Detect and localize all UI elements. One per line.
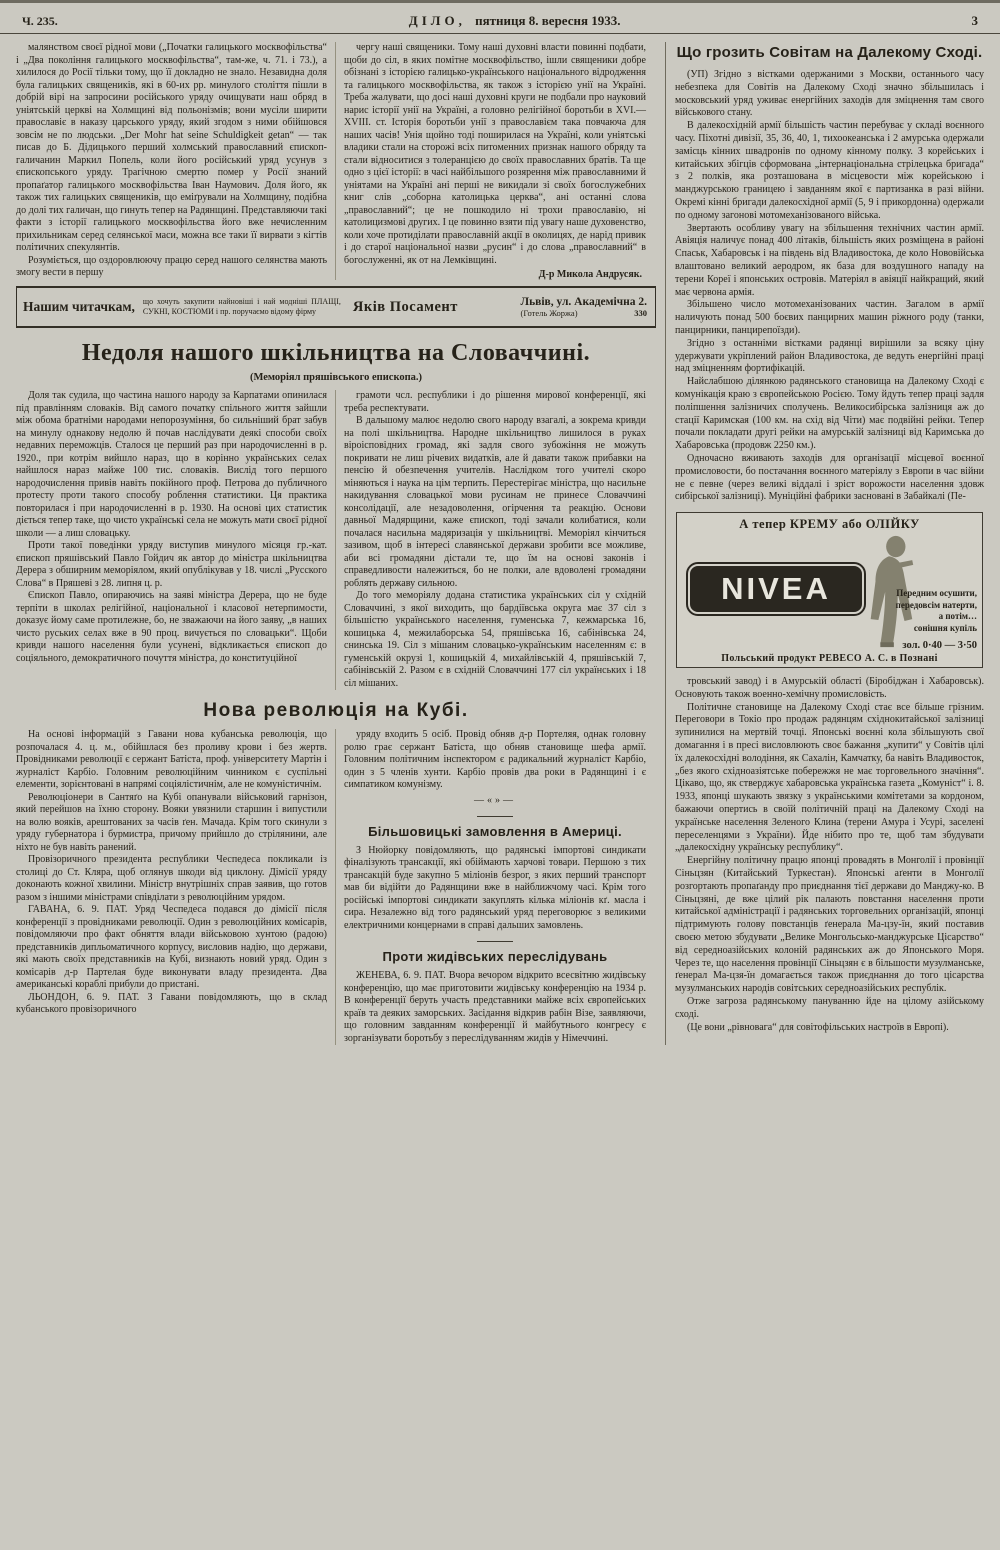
cuba-headline: Нова революція на Кубі.: [203, 700, 469, 721]
nivea-tagline-1: Передним осушити,: [896, 588, 977, 599]
nivea-bottom-line: Польський продукт PEBECO А. С. в Познані: [721, 653, 938, 665]
nivea-tagline-block: [859, 588, 977, 652]
slovakia-article: [16, 330, 656, 690]
fareast-article-part1: (УП) Згідно з вістками одержаними з Москви, останнього часу небезпека для Совітів на Далекому Сході значно збільшилась і московський уряд уживає енергійних заходів для зміцнення там свого військового стану. В далекосхідній армії більшість частин перебуває у складі воєнного часу. Піхотні дивізії, 35, 36, 40, 1, тихоокеанська і 2 амурська одержали замісць кінних швадронів по одному кінному полку. З корейських і китайських збігців сформована „інтернаціональна стрілецька бригада“ з 2 полків, яка розташована в місцевости між корейською і манджурською границею і завданням якої є партизанка в разі війни. Окремі кінні бригади далекосхідної армії (5, 9 і прикордонна) одержали по одному загонові мотомеханізованого війська. Звертають особливу увагу на збільшення технічних частин армії. Авіяція наличує понад 400 літаків, більшість яких розміщена в районі Спаськ, Хабаровськ і на південь від Владивостока, де коло Нововійська влаштовано великий аеродром, як база для воздушного нападу на терени Кореї і японських островів. Матеріял в авіяції найкращий, який має червона армія. Збільшено число мотомеханізованих частин. Загалом в армії наличують понад 500 боєвих панцирних машин ріжного роду (танки, панцирники, панцирепоїзди). Згідно з останніми вістками радянці вирішили за всяку ціну удержувати укріплений район Владивостока, де ведуть енергійні праці над зміцненням фортифікацій. Найслабшою ділянкою радянського становища на Далекому Сході є комунікація краю з європейською Росією. Тому йдуть тепер праці задля поліпшення залізничих сполучень. Великосибірська залізниця аж до стації Каримская (100 км. на схід від Чіти) має подвійні рейки. Тепер почали покладати другі рейки на амурській залізниці від Каримська до Хабаровська (продовж 2250 км.). Одночасно вживають заходів для організації місцевої воєнної промисловости, бо постачання воєнного матеріялу з Европи в час війни не є певне (через великі віддалі і зріст ворожости населення здовж сибірської залізниці). Муніційні фабрики засновані в Забайкалі (Пе-: [675, 69, 984, 503]
slovakia-headline: Недоля нашого шкільництва на Словаччині.: [81, 340, 591, 366]
left-section: [16, 42, 656, 1045]
slovakia-subtitle: (Меморіял пряшівського епископа.): [249, 372, 423, 383]
cuba-article-col2-text: уряду входить 5 осіб. Провід обняв д-р Портеляя, однак головну ролю грає сержант Батіста, що обняв становище шефа армії. Головним політичним інспектором є радикальний журналіст Карбіо, один з 5 членів хунти. Карбіо провів два роки в Радянщині і є симпатиком комунізму.: [344, 729, 646, 790]
america-article: [344, 816, 646, 933]
column-divider: [665, 42, 666, 1045]
slovakia-article-col1: Доля так судила, що частина нашого народу за Карпатами опинилася під правлінням словаків. Від самого початку спільного життя зайшли між обома братніми народами непорозуміння, бо сильніший брат забув на минулу однакову недолю й почав наслідувати деякі способи своїх недавних переможців. Сталося це перший раз при народочисленні в р. 1920., при котрім вийшло нараз, що в корінно українських селах найшлося нараз майже 100 тис. словаків. Вислід того першого народочислення привів навіть покійного проф. Петрова до публичного протесту проти такого способу роблення статистики. Ця практика повторилася і при народочисленні в р. 1930. На основі цих статистик діється тепер таке, що чисто українські села не можуть мати своєї рідної школи — а лиш словацьку. Проти такої поведінки уряду виступив минулого місяця гр.-кат. єпископ пряшівський Павло Гойдич як автор до міністра шкільництва Дерера з обширним меморіялом, який опублікував у 18. числі „Русского Слова“ в Пряшеві з 28. липня ц. р. Єпископ Павло, опираючись на заяві міністра Дерера, що не буде терпіти в школах релігійної, національної і класової нетерпимости, доказує йому саме протилежне, бо, не зважаючи на його заяву, „в наших чисто руських селах вже в 90 проц. вичується по словацьки“. Щоби кривди нашого населення були усунені, відкликається єпископ до соціяльного, демократичного почуття міністра, до конституційної: [16, 390, 327, 664]
nivea-tagline-3: а потім…: [938, 611, 977, 622]
america-article-text: З Нюйорку повідомляють, що радянські імпортові синдикати фіналізують трансакції, які обіймають харчові товари. Першою з тих трансакцій буде закупно 5 міліонів безрог, з яких перший транспорт мав би відійти до Радянщини вже в найближчому часі. Крім того російські імпортові синдикати закуплять кілька міліонів кґ. масла і сира. Незалежно від того радянський уряд переговорює з великими електричними концернами в справі дальших замовлень.: [344, 844, 646, 931]
slovakia-article-columns: [16, 390, 656, 690]
ad-title: Нашим читачкам,: [23, 299, 135, 314]
moskvophile-article-col2-text: чергу наші священики. Тому наші духовні власти повинні подбати, щоби до сіл, в яких помітне москвофільство, ішли священики добре обізнані з історією галицько-українського національного відродження та галицького москвофільства, як також з історією унії на Україні. Треба жалувати, що досі наші духовні круги не подбали про науковий нарис історії унії на Україні, а головно релігійної боротьби в XVI.—XVIII. ст. Історія боротьби унії з православієм така повчаюча для наших часів! Унія щойно тоді поширилася на Україні, коли уніятські владики стали на сторожі всіх питоменних признак нашого обряду та стали відноситися з толеранцією до своїх православних братів. Та ще одно з цієї історії: в часі найбільшого розярення між православними й уніятами на Україні ані перші не викидали зі своїх богослужебних книг слів „соборна католицька церква“, ані останні слова „православний“; це не пошкодило ні трохи православію, ні католицизмові других. І це повинно взяти під увагу наше духовенство, коли хоче протиділати православній акції в околицях, де нарід привик і до старої національної назви „русин“ і до слова „православний“ в богослуженні, як от на Лемківщині.: [344, 42, 646, 266]
nivea-top-line: А тепер КРЕМУ або ОЛІЙКУ: [739, 517, 920, 532]
america-headline: Більшовицькі замовлення в Америці.: [368, 823, 622, 839]
nivea-ad-body: [682, 534, 977, 652]
ad-note: (Готель Жоржа): [520, 308, 578, 318]
moskvophile-article: [16, 42, 656, 280]
newspaper-title: ДІЛО,: [408, 13, 466, 28]
nivea-tagline-2: передовсім натерти,: [895, 599, 977, 610]
nivea-tagline-4: сонішня купіль: [913, 623, 977, 634]
cuba-article-columns: [16, 729, 656, 1045]
ornament-separator: —«»—: [474, 794, 516, 806]
section-rule: [477, 941, 513, 942]
moskvophile-article-col1: малянством своєї рідної мови („Початки галицького москвофільства“ і „Два покоління галицького москвофільства“, там-же, ч. 71. і 73.), а хилилося до Росії тільки тому, що її докладно не знало. Незавидна доля була галицьких священиків, які в 60-их рр. минулого століття пішли в добрій вірі на запросини російського уряду очищувати наш обряд в уніятській церкві на Холмщині від польонізмів; вони мусіли ширити православіє в наказу царського уряду, який згодом з ними обійшовся зовсім не по людськи. „Der Mohr hat seine Schuldigkeit getan“ — так писав до Б. Дідицького перший холмський православний єпископ-галичанин Маркил Попель, коли його російський уряд усунув з єпископського уряду. Трагічною смертю помер у Росії знаний пропаґатор галицького москвофільства Іван Наумович. Доля його, як також тих галицьких священиків, що еміґрували на Холмщину, подібна до долі тих галичан, що гинуть тепер на Радянщині. Представляючи такі факти з історії галицького москвофільства його вже нечисленним прихильникам серед селянської маси, можна все таки її вирвати з кігтів політичних спекулянтів. Розуміється, що оздоровлюючу працю серед нашого селянства мають змогу вести в першу: [16, 42, 327, 278]
fareast-headline: Що грозить Совітам на Далекому Сході.: [676, 44, 983, 61]
ad-note-row: [521, 308, 648, 318]
cuba-article-col2: [335, 729, 646, 1045]
fareast-article-part2: тровський завод) і в Амурській області (Біробіджан і Хабаровськ). Основують також военно-хемічну промисловість. Політичне становище на Далекому Сході стає все більше грізним. Переговори в Токіо про продаж радянцям східнокитайської залізниці зупинилися на мертвій точці. Японські воєнні кола збільшують свої домагання і в пресі висловлюють своє бажання „купити“ у Совітів цілі їх далекосхідні володіння, як Сахалін, Камчатку, ба навіть Владивосток, „без якого східноазіятське побережжя не має торговельного значіння“. Цікаво, що, як стверджує хабаровська українська газета „Комуніст“ і. 8. 1933, японці шукають звязку з українськими комітетами за кордоном, бажаючи опертись в своїй політичній праці на Далекому Сході на українське населення Зеленого Клина (терени Амура і Усурі, заселені переселенцями з України). Йде нібито про те, щоб там збудувати „далекосхідну українську республику“. Енергійну політичну працю японці провадять в Монголії і провінції Сіньцзян (Китайський Туркестан). Японські аґенти в Монголії розгортають пропаґанду про приєднання тієї держави до Манджу-ко. В Сіньцзяні, де вже цілий рік палають повстання населення проти китайської адміністрації і радянських торговельних організацій, японці підтримують голову повстанців ґенерала Ма-цзу-їн, який поставив своєю метою збудувати „Велике Монгольсько-манджурське Цісарство“ від середноазійських колоній радянських аж до Японського Моря. Через те, що населення провінції Сіньцзян є в більшости музулманське, ґенерал Ма-цзя-їн домагається також приєднання до того цісарства музулманських народів совітських середноазійських республік. Отже загроза радянському пануванню йде на цілому азійському сході. (Це вони „рівновага“ для совітофільських настроїв в Европі).: [675, 676, 984, 1033]
section-rule: [477, 816, 513, 817]
ad-address-block: [521, 296, 650, 318]
ad-description: що хочуть закупити найновіші і най модніші ПЛАЩІ, СУКНІ, КОСТЮМИ і пр. поручаємо відому фірму: [142, 297, 341, 316]
slovakia-article-col2: грамоти чсл. республики і до рішення мирової конференції, які треба респектувати. В дальшому малює недолю свого народу взагалі, а зокрема кривди на полі шкільництва. Народне шкільництво лишилося в руках віроісповідних громад, які задля свого зубожіння не можуть покривати не лиш річевих видатків, але й давати також прибавки на пенсію й обезпечення учителів. Наслідком того учителі скоро міняються і наука на цім терпить. Перестерігає міністра, що насильне накидування словацької мови русинам не принесе Словаччині консолідації, але незадоволення, огірчення та реакцію. Основи давньої Мадярщини, каже єпископ, тоді зачали колибатися, коли почалася насильна мадяризація у шкільництві. Меморіял кінчиться зазивом, щоб в інтересі славянської держави зробити все можливе, аби всі громадяни дістали те, що їм на основі законів і справедливости належиться, бо не полки, але вдоволені громадяни роблять державу сильною. До того меморіялу додана статистика українських сіл у східній Словаччині, з якої виходить, що бардіївська округа має 37 сіл з більшістю українського населення, гуменська 7, кежмарська 16, кошицька 4, межилаборська 54, пряшівська 16, сабінівська 24, снинська 19. Сіл з мішаним словацько-українським населенням є: в гуменській окрузі 1, кошицькій 4, михайлівській 4, пряшівській 7, сабінівській 2. Разом є в східній Словаччині 177 сіл українських і 18 сіл мішаних.: [335, 390, 646, 690]
author-signature: Д-р Микола Андрусяк.: [538, 269, 642, 280]
geneva-article: [344, 941, 646, 1045]
ad-ref-number: 330: [634, 308, 647, 318]
issue-number: Ч. 235.: [22, 14, 58, 28]
nivea-brand-logo: NIVEA: [688, 564, 864, 614]
page-number: 3: [971, 13, 978, 28]
page-content: [0, 34, 1000, 1045]
cuba-article-col1: На основі інформацій з Гавани нова кубанська революція, що розпочалася 4. ц. м., обійшлася без проливу крови і без жертв. Провідниками революції є сержант Батіста, проф. університету Мартін і журналіст Карбіо. Головним революційним чинником є суспільні елементи, зорієнтовані в напрямі соціялістичнім, але не комуністичнім. Революціонери в Сантяґо на Кубі опанували військовий гарнізон, який перейшов на їхню сторону. Вояки увязнили старшин і випустили на волю вояків, арештованих за часів ґен. Мачада. Крім того скинули з уряду губернатора і бурмистра, причому прийшло до стрілянини, але ніхто не був навіть ранений. Провізоричного президента республики Чеспедеса покликали із столиці до Ст. Кляра, щоб оглянув шкоди від циклону. Дімісії уряду доконають кожної хвилини. Міністр внутрішніх справ заявив, що готов разом з іншими міністрами співділати з революційним урядом. ГАВАНА, 6. 9. ПАТ. Уряд Чеспедеса подався до дімісії після конференції з провідниками революції. Один з революційних комісарів, повідомляючи про факт обняття влади військовою хунтою (радою) представників дипльоматичного корпусу, висловив надію, що держави, які мають своїх представників на Кубі, визнають новий уряд. Один з комісарів д-р Партелая буде виконувати владу президента. Два американські кораблі прибули до пристані. ЛЬОНДОН, 6. 9. ПАТ. З Гавани повідомляють, що в склад кубанського провізоричного: [16, 729, 327, 1015]
fareast-article: [675, 42, 984, 504]
masthead: [409, 13, 621, 29]
right-section: [675, 42, 984, 1045]
ad-firm-name: Яків Посамент: [352, 298, 458, 315]
geneva-headline: Проти жидівських переслідувань: [382, 949, 608, 964]
nivea-advertisement: [676, 512, 983, 668]
page-header: [0, 3, 1000, 34]
nivea-price: зол. 0·40 — 3·50: [902, 639, 977, 651]
classified-ad-banner: [16, 286, 656, 328]
ad-address: Львів, ул. Академічна 2.: [520, 296, 647, 308]
moskvophile-article-col2: [335, 42, 646, 280]
cuba-article: [16, 690, 656, 1045]
issue-date: пятниця 8. вересня 1933.: [475, 13, 621, 28]
geneva-article-text: ЖЕНЕВА, 6. 9. ПАТ. Вчора вечором відкрито всесвітню жидівську конференцію, що має приготовити жидівську конференцію на 1934 р. В конференції беруть участь представники майже всіх європейських країв та деяких заморських. Засідання відкрив рабін Візе, заявляючи, що головним завданням конференції й майбутнього конгресу є зорганізувати боротьбу з переслідуванням жидів у Німеччині.: [344, 970, 646, 1044]
